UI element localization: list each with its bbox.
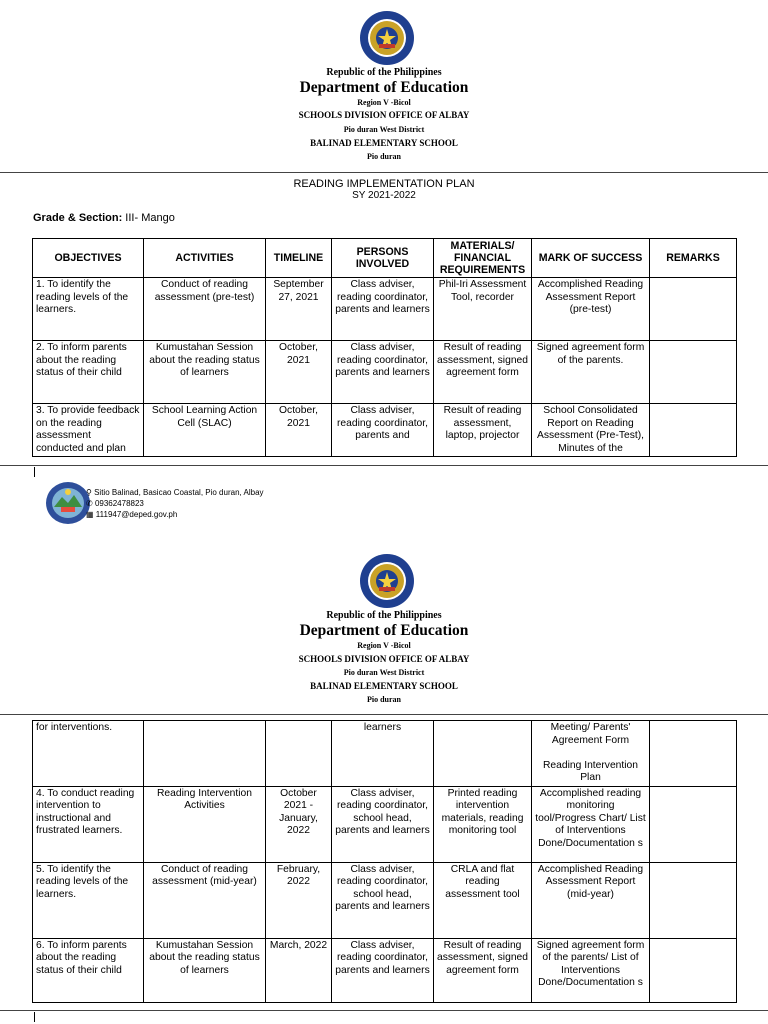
cell-timeline [266, 721, 332, 787]
cell-materials [434, 721, 532, 787]
cell-objective: for interventions. [33, 721, 144, 787]
cell-objective: 5. To identify the reading levels of the learners. [33, 862, 144, 938]
header-activities: ACTIVITIES [144, 239, 266, 278]
cell-activity: Reading Intervention Activities [144, 786, 266, 862]
header-divider [0, 172, 768, 173]
cell-persons: learners [332, 721, 434, 787]
cell-persons: Class adviser, reading coordinator, parents and learners [332, 938, 434, 1002]
cell-materials: CRLA and flat reading assessment tool [434, 862, 532, 938]
footer-phone: 09362478823 [94, 499, 144, 508]
table-row [33, 862, 737, 938]
cell-timeline: February, 2022 [266, 862, 332, 938]
grade-section [33, 212, 175, 224]
cell-remarks [650, 938, 737, 1002]
department-title: Department of Education [299, 79, 469, 96]
cell-activity: Kumustahan Session about the reading status of learners [144, 341, 266, 404]
page-marker [34, 1012, 35, 1022]
cell-timeline: September 27, 2021 [266, 278, 332, 341]
cell-mark: Accomplished Reading Assessment Report (mid-year) [532, 862, 650, 938]
plan-table-page2 [32, 720, 737, 1003]
cell-remarks [650, 341, 737, 404]
division-text: SCHOOLS DIVISION OFFICE OF ALBAY [298, 110, 470, 120]
cell-remarks [650, 862, 737, 938]
cell-persons: Class adviser, reading coordinator, parents and learners [332, 278, 434, 341]
footer-address: Sitio Balinad, Basicao Coastal, Pio duran, Albay [94, 488, 264, 497]
school-logo [45, 481, 91, 525]
cell-objective: 3. To provide feedback on the reading assessment conducted and plan [33, 404, 144, 457]
cell-timeline: October, 2021 [266, 341, 332, 404]
building-icon: ▦ [86, 510, 94, 519]
cell-persons: Class adviser, reading coordinator, parents and learners [332, 341, 434, 404]
footer-divider [0, 1010, 768, 1011]
footer-address-row [86, 487, 264, 498]
cell-mark: Signed agreement form of the parents. [532, 341, 650, 404]
cell-activity: Conduct of reading assessment (mid-year) [144, 862, 266, 938]
school-name: BALINAD ELEMENTARY SCHOOL [310, 681, 458, 691]
table-row [33, 938, 737, 1002]
cell-mark: School Consolidated Report on Reading Assessment (Pre-Test), Minutes of the [532, 404, 650, 457]
cell-remarks [650, 786, 737, 862]
cell-materials: Phil-Iri Assessment Tool, recorder [434, 278, 532, 341]
header-remarks: REMARKS [650, 239, 737, 278]
table-header-row [33, 239, 737, 278]
republic-text: Republic of the Philippines [326, 610, 442, 621]
cell-objective: 2. To inform parents about the reading status of their child [33, 341, 144, 404]
cell-activity: School Learning Action Cell (SLAC) [144, 404, 266, 457]
district-text: Pio duran West District [343, 668, 425, 677]
cell-materials: Result of reading assessment, laptop, projector [434, 404, 532, 457]
town-text: Pio duran [366, 152, 401, 161]
grade-section-value: III- Mango [122, 212, 175, 224]
phone-icon: ✆ [86, 499, 93, 508]
cell-materials: Printed reading intervention materials, reading monitoring tool [434, 786, 532, 862]
cell-materials: Result of reading assessment, signed agreement form [434, 341, 532, 404]
cell-remarks [650, 278, 737, 341]
cell-persons: Class adviser, reading coordinator, school head, parents and learners [332, 862, 434, 938]
region-text: Region V -Bicol [357, 98, 411, 107]
deped-seal [359, 10, 415, 66]
deped-seal [359, 553, 415, 609]
cell-remarks [650, 404, 737, 457]
table-row [33, 404, 737, 457]
location-pin-icon: ⚲ [86, 488, 92, 497]
table-row [33, 721, 737, 787]
cell-timeline: October, 2021 [266, 404, 332, 457]
cell-timeline: March, 2022 [266, 938, 332, 1002]
town-text: Pio duran [366, 695, 401, 704]
department-title: Department of Education [299, 622, 469, 639]
header-objectives: OBJECTIVES [33, 239, 144, 278]
footer-divider [0, 465, 768, 466]
cell-materials: Result of reading assessment, signed agreement form [434, 938, 532, 1002]
school-year: SY 2021-2022 [352, 190, 416, 201]
grade-section-label: Grade & Section: [33, 212, 123, 224]
header-divider [0, 714, 768, 715]
region-text: Region V -Bicol [357, 641, 411, 650]
cell-remarks [650, 721, 737, 787]
header-materials: MATERIALS/ FINANCIAL REQUIREMENTS [434, 239, 532, 278]
cell-activity [144, 721, 266, 787]
cell-mark: Signed agreement form of the parents/ List of Interventions Done/Documentation s [532, 938, 650, 1002]
cell-mark: Meeting/ Parents' Agreement Form Reading Intervention Plan [532, 721, 650, 787]
cell-persons: Class adviser, reading coordinator, parents and [332, 404, 434, 457]
plan-table-page1 [32, 238, 737, 457]
cell-objective: 1. To identify the reading levels of the learners. [33, 278, 144, 341]
cell-timeline: October 2021 - January, 2022 [266, 786, 332, 862]
page-marker [34, 467, 35, 477]
district-text: Pio duran West District [343, 125, 425, 134]
header-persons: PERSONS INVOLVED [332, 239, 434, 278]
cell-activity: Conduct of reading assessment (pre-test) [144, 278, 266, 341]
division-text: SCHOOLS DIVISION OFFICE OF ALBAY [298, 654, 470, 664]
footer-email: 111947@deped.gov.ph [95, 510, 178, 519]
table-row [33, 341, 737, 404]
header-timeline: TIMELINE [266, 239, 332, 278]
cell-mark: Accomplished reading monitoring tool/Progress Chart/ List of Interventions Done/Documentation s [532, 786, 650, 862]
table-row [33, 786, 737, 862]
cell-persons: Class adviser, reading coordinator, school head, parents and learners [332, 786, 434, 862]
header-mark-of-success: MARK OF SUCCESS [532, 239, 650, 278]
footer-email-row [86, 509, 177, 520]
table-row [33, 278, 737, 341]
document-title: READING IMPLEMENTATION PLAN [293, 178, 475, 190]
school-name: BALINAD ELEMENTARY SCHOOL [310, 138, 458, 148]
footer-phone-row [86, 498, 144, 509]
cell-mark: Accomplished Reading Assessment Report (pre-test) [532, 278, 650, 341]
cell-objective: 6. To inform parents about the reading status of their child [33, 938, 144, 1002]
republic-text: Republic of the Philippines [326, 67, 442, 78]
cell-activity: Kumustahan Session about the reading status of learners [144, 938, 266, 1002]
cell-objective: 4. To conduct reading intervention to instructional and frustrated learners. [33, 786, 144, 862]
